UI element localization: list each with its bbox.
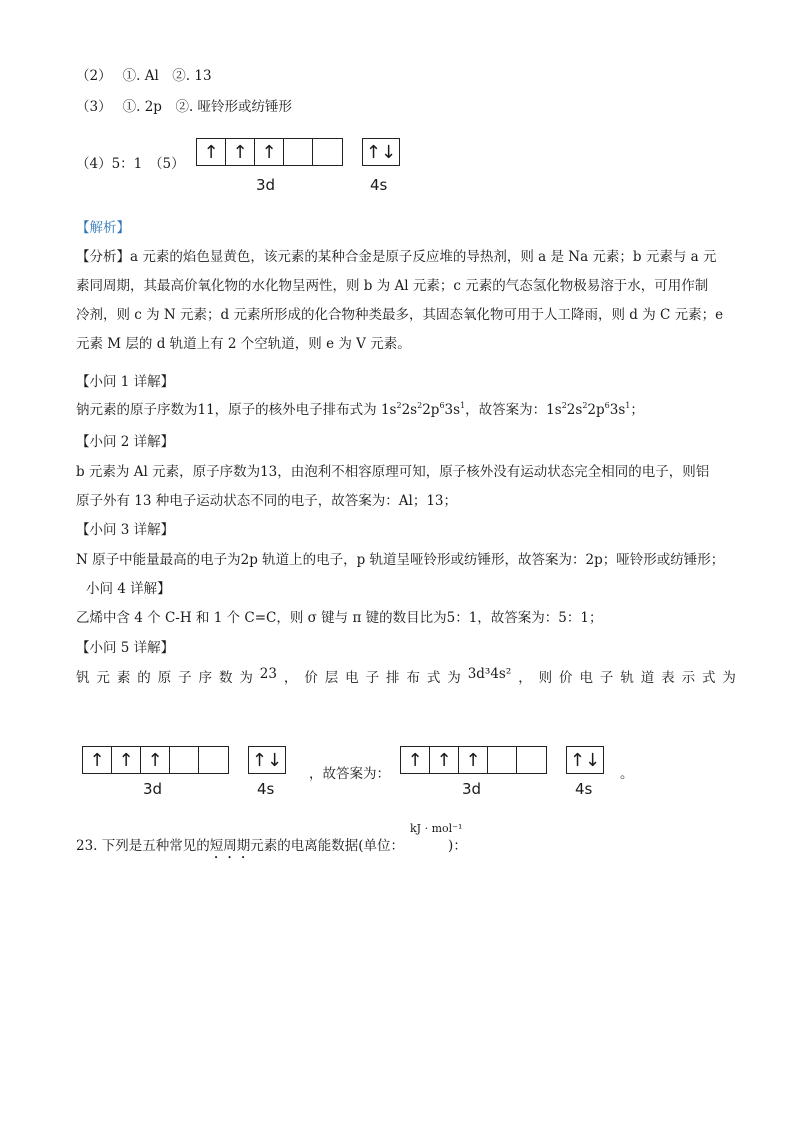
q23-text-close: )： [448, 838, 467, 854]
q1-heading: 【小问 1 详解】 [76, 374, 175, 390]
label-3d: 3d [462, 780, 482, 798]
q5-word: 23 [259, 666, 277, 682]
orbital-3d-box [82, 746, 229, 774]
q5-word: 序 [198, 670, 213, 686]
orbital-cell: ↑ [255, 139, 284, 165]
answer-3: （3） ①. 2p ②. 哑铃形或纺锤形 [76, 99, 293, 115]
q1-text-b: ，故答案为：1s [465, 402, 562, 418]
orbital-3d-box [196, 138, 343, 166]
q5-word: 价 [304, 670, 318, 686]
q5-word: 价 [559, 670, 573, 686]
q5-word: 数 [218, 670, 233, 686]
q5-word: 示 [681, 670, 696, 686]
q5-word: 素 [116, 670, 131, 686]
orbital-cell [313, 139, 342, 165]
answer-2: （2） ①. Al ②. 13 [76, 68, 212, 84]
q5-word: 电 [579, 670, 593, 686]
fenxi-label: 【分析】 [76, 249, 130, 265]
orbital-cell: ↑ [141, 747, 170, 773]
answer-4-5: （4）5：1 （5） [76, 156, 185, 172]
orbital-cell: ↑ [430, 747, 459, 773]
q5-word: 电 [345, 670, 359, 686]
q4-heading: 小问 4 详解】 [86, 581, 171, 597]
orbital-cell: ↑ [83, 747, 112, 773]
q23-text-after: 元素的电离能数据(单位： [250, 838, 405, 854]
q5-word: 为 [722, 670, 736, 686]
q1-text-end: ； [630, 402, 644, 418]
analysis-line-3: 冷剂，则 c 为 N 元素；d 元素所形成的化合物种类最多，其固态氧化物可用于人工降雨，则 d 为 C 元素；e [76, 307, 724, 323]
orbital-cell [284, 139, 313, 165]
label-3d: 3d [143, 780, 163, 798]
analysis-line-4: 元素 M 层的 d 轨道上有 2 个空轨道，则 e 为 V 元素。 [76, 336, 411, 352]
orbital-3d-box [400, 746, 547, 774]
q5-word: 轨 [620, 670, 634, 686]
orbital-4s-box [362, 138, 400, 166]
q5-word: 表 [661, 670, 675, 686]
q5-word: 式 [426, 670, 441, 686]
q5-word: 钒 [76, 670, 90, 686]
q5-word: 则 [538, 670, 553, 686]
q2-line-1: b 元素为 Al 元素，原子序数为13，由泡利不相容原理可知，原子核外没有运动状态完全相同的电子，则铝 [76, 464, 710, 480]
orbital-4s-box [566, 746, 604, 774]
q23-unit: kJ · mol⁻¹ [410, 822, 463, 835]
q23-emphasis: 短周期 [209, 838, 251, 854]
q5-word: 子 [178, 670, 192, 686]
q5-justified-line [76, 666, 736, 686]
q4-line: 乙烯中含 4 个 C-H 和 1 个 C=C，则 σ 键与 π 键的数目比为5：1，故答案为：5：1； [76, 610, 603, 626]
analysis-heading: 【解析】 [76, 220, 130, 236]
orbital-cell [488, 747, 517, 773]
q3-heading: 【小问 3 详解】 [76, 522, 175, 538]
fenxi-text: a 元素的焰色显黄色，该元素的某种合金是原子反应堆的导热剂，则 a 是 Na 元素；b 元素与 a 元 [130, 249, 717, 265]
q5-answer-end: 。 [620, 766, 634, 782]
q5-word: 元 [96, 670, 110, 686]
q5-word: 为 [239, 670, 253, 686]
q1-text-a: 钠元素的原子序数为11，原子的核外电子排布式为 1s [76, 402, 397, 418]
q5-word: 原 [157, 670, 172, 686]
orbital-cell: ↑ [226, 139, 255, 165]
q5-word: ， [518, 670, 532, 686]
orbital-cell: ↑ [197, 139, 226, 165]
analysis-line-2: 素同周期，其最高价氧化物的水化物呈两性，则 b 为 Al 元素；c 元素的气态氢化物极易溶于水，可用作制 [76, 278, 709, 294]
q5-word: 排 [386, 670, 400, 686]
q2-heading: 【小问 2 详解】 [76, 434, 175, 450]
q5-word: 子 [365, 670, 380, 686]
q5-word: 为 [447, 670, 461, 686]
orbital-cell: ↑↓ [569, 749, 601, 771]
q5-word: 的 [137, 670, 151, 686]
orbital-cell: ↑ [401, 747, 430, 773]
q5-word: 层 [324, 670, 339, 686]
question-23 [76, 834, 467, 862]
q1-text: 钠元素的原子序数为11，原子的核外电子排布式为 $1s^22s^22p^63s^1$，故答案为：$1s^22s^22p^63s^1$； [76, 401, 644, 418]
label-4s: 4s [370, 176, 388, 194]
q5-word: 子 [599, 670, 614, 686]
orbital-cell: ↑↓ [251, 749, 283, 771]
orbital-cell [199, 747, 228, 773]
q2-line-2: 原子外有 13 种电子运动状态不同的电子，故答案为：Al；13； [76, 493, 458, 509]
q23-text-before: 23. 下列是五种常见的 [76, 838, 210, 854]
q5-word: 布 [406, 670, 420, 686]
q5-word: 道 [640, 670, 655, 686]
orbital-cell: ↑ [459, 747, 488, 773]
q5-answer-mid: ，故答案为： [309, 766, 390, 782]
label-4s: 4s [257, 780, 275, 798]
q5-word: 3d³4s² [467, 666, 512, 682]
orbital-cell: ↑ [112, 747, 141, 773]
label-3d: 3d [256, 176, 276, 194]
orbital-4s-box [248, 746, 286, 774]
analysis-line-1 [76, 245, 716, 265]
orbital-cell: ↑↓ [365, 141, 397, 163]
orbital-cell [170, 747, 199, 773]
orbital-cell [517, 747, 546, 773]
q5-word: 式 [702, 670, 716, 686]
q3-line: N 原子中能量最高的电子为2p 轨道上的电子，p 轨道呈哑铃形或纺锤形，故答案为：2p；哑铃形或纺锤形； [76, 552, 725, 568]
q5-word: ， [283, 670, 298, 686]
label-4s: 4s [575, 780, 593, 798]
q5-heading: 【小问 5 详解】 [76, 640, 175, 656]
